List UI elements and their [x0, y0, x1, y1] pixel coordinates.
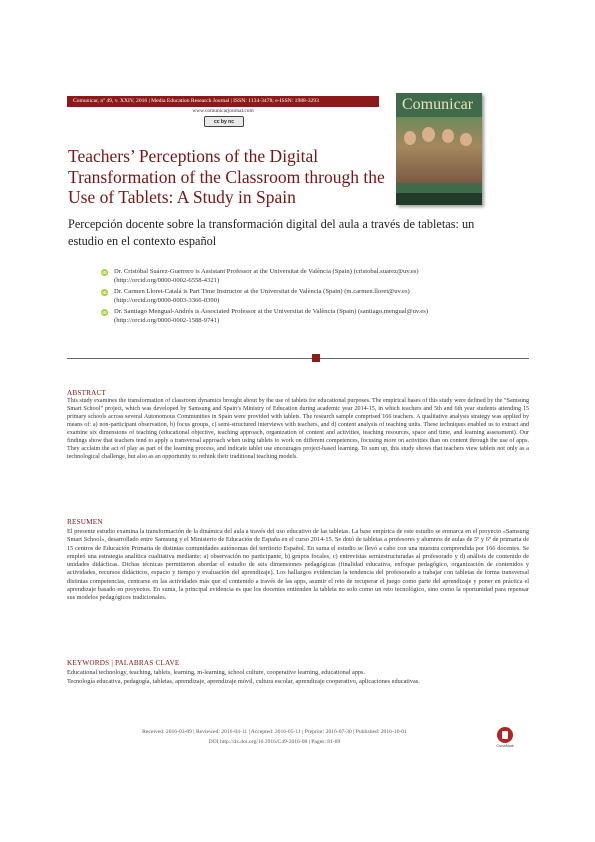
- orcid-icon[interactable]: iD: [102, 309, 107, 315]
- article-title-english: Teachers’ Perceptions of the Digital Transformation of the Classroom through the Use of Tablets: A Study in Spain: [68, 146, 385, 207]
- author-text: Dr. Cristóbal Suárez-Guerrero is Assistant Professor at the Universitat de València (Spain) (cristobal.suarez@uv.es) (http://orcid.org/0000-0002-6558-4321): [114, 268, 419, 284]
- resumen-heading: RESUMEN: [67, 518, 103, 526]
- resumen-text: El presente estudio examina la transformación de la dinámica del aula a través del uso educativo de las tabletas. La base empírica de este estudio se enmarca en el proyecto «Samsung Smart School», desarrollado entre Samsung y el Ministerio de Educación de España en el curso 2014-15. Se dotó de tabletas a profesores y alumnos de aulas de 5º y 6º de primaria de 15 centros de Educación Primaria de distintas comunidades autónomas del territorio Español. En suma el estudio se llevó a cabo con una muestra comprendida por 166 docentes. Se empleó una estrategia analítica cualitativa mediante: a) observación no participante, b) grupos focales, c) entrevistas semiestructuradas al profesorado y d) análisis de contenido de unidades didácticas. Dichas técnicas permitieron abordar el estudio de seis dimensiones pedagógicas (finalidad educativa, enfoque pedagógico, organización de contenidos y actividades, recursos didácticos, espacio y tiempo y evaluación del aprendizaje). Los hallazgos evidencian la tendencia del profesorado a trabajar con tabletas de forma transversal distintas competencias, centrarse en las actividades más que el contenido a través de las apps, asumir el reto de recuperar el juego como parte del aprendizaje y poner en práctica el aprendizaje basado en proyectos. En suma, la principal evidencia es que los docentes entienden la tableta no solo como un reto tecnológico, sino como la oportunidad para repensar sus modelos pedagógicos tradicionales.: [67, 528, 529, 602]
- orcid-icon[interactable]: iD: [102, 289, 107, 295]
- journal-url[interactable]: www.comunicarjournal.com: [192, 108, 254, 114]
- received-date: Received: 2016-03-09: [142, 729, 193, 735]
- author-text: Dr. Santiago Mengual-Andrés is Associated Professor at the Universitat de València (Spain) (santiago.mengual@uv.es) (http://orcid.org/0000-0002-1588-9741): [114, 307, 429, 324]
- reviewed-date: Reviewed: 2016-04-11: [195, 729, 248, 735]
- section-divider: [67, 358, 529, 359]
- orcid-icon[interactable]: iD: [102, 270, 107, 275]
- doi-line: DOI http://dx.doi.org/10.3916/C49-2016-08 | Pages: 81-89: [208, 739, 341, 745]
- author-entry: [104, 288, 434, 305]
- abstract-heading: ABSTRACT: [67, 389, 107, 397]
- author-entry: [104, 268, 434, 285]
- crossmark-icon[interactable]: [497, 727, 513, 743]
- preprint-date: Preprint: 2016-07-30: [304, 729, 352, 735]
- keywords-english: Educational technology, teaching, tablets, learning, m-learning, school culture, cooperative learning, educational apps.: [67, 669, 366, 676]
- article-title-spanish: Percepción docente sobre la transformación digital del aula a través de tabletas: un estudio en el contexto español: [68, 217, 475, 248]
- cover-footer: [396, 193, 482, 205]
- cc-license-icon: cc by nc: [213, 118, 234, 125]
- divider-marker: [312, 354, 320, 362]
- doi-link[interactable]: DOI http://dx.doi.org/10.3916/C49-2016-08: [208, 739, 308, 745]
- journal-cover-image: [396, 93, 482, 205]
- keywords-spanish: Tecnología educativa, pedagogía, tabletas, aprendizaje, aprendizaje móvil, cultura escolar, aprendizaje cooperativo, aplicaciones educativas.: [67, 678, 420, 685]
- accepted-date: Accepted: 2016-05-11: [250, 729, 301, 735]
- journal-header: Comunicar, nº 49, v. XXIV, 2016 | Media Education Research Journal | ISSN: 1134-3478; e-ISSN: 1988-3293: [67, 96, 379, 107]
- crossmark-label: CrossMark: [496, 744, 514, 748]
- publication-dates: Received: 2016-03-09 | Reviewed: 2016-04-11 | Accepted: 2016-05-11 | Preprint: 2016-07-30 | Published: 2016-10-01: [142, 729, 407, 735]
- abstract-text: This study examines the transformation of classroom dynamics brought about by the use of tablets for educational purposes. The empirical bases of this study were defined by the “Samsung Smart School” project, which was developed by Samsung and Spain’s Ministry of Education during academic year 2014-15, in which teachers and 5th and 6th year students attending 15 primary schools across several Autonomous Communities in Spain were provided with tablets. The research sample comprised 166 teachers. A qualitative analysis strategy was applied by means of: a) non-participant observation, b) focus groups, c) semi-structured interviews with teachers, and d) content analysis of teaching units. These techniques enabled us to extract and examine six dimensions of teaching (educational objective, teaching approach, organization of content and activities, teaching resources, space and time, and learning assessment). Our findings show that teachers tend to apply a transversal approach when using tablets to work on different competences, focusing more on activities than on content through the use of apps. They acclaim the act of play as part of the learning process, and indicate tablet use encourages project-based learning. To sum up, this study shows that teachers view tablets not only as a technological challenge, but also as an opportunity to rethink their traditional teaching models.: [67, 398, 529, 460]
- cover-photo: [396, 117, 482, 183]
- cover-title: Comunicar: [402, 96, 474, 113]
- keywords-heading: KEYWORDS | PALABRAS CLAVE: [67, 659, 180, 667]
- author-list: [104, 268, 434, 328]
- cc-license-badge[interactable]: [204, 116, 244, 127]
- published-date: Published: 2016-10-01: [355, 729, 407, 735]
- author-entry: [104, 308, 434, 325]
- author-text: Dr. Carmen Lloret-Catalá is Part Time Instructor at the Universitat de València (Spain) (m.carmen.lloret@uv.es) (http://orcid.org/0000-0003-3366-0390): [114, 287, 410, 304]
- page-range: Pages: 81-89: [311, 739, 341, 745]
